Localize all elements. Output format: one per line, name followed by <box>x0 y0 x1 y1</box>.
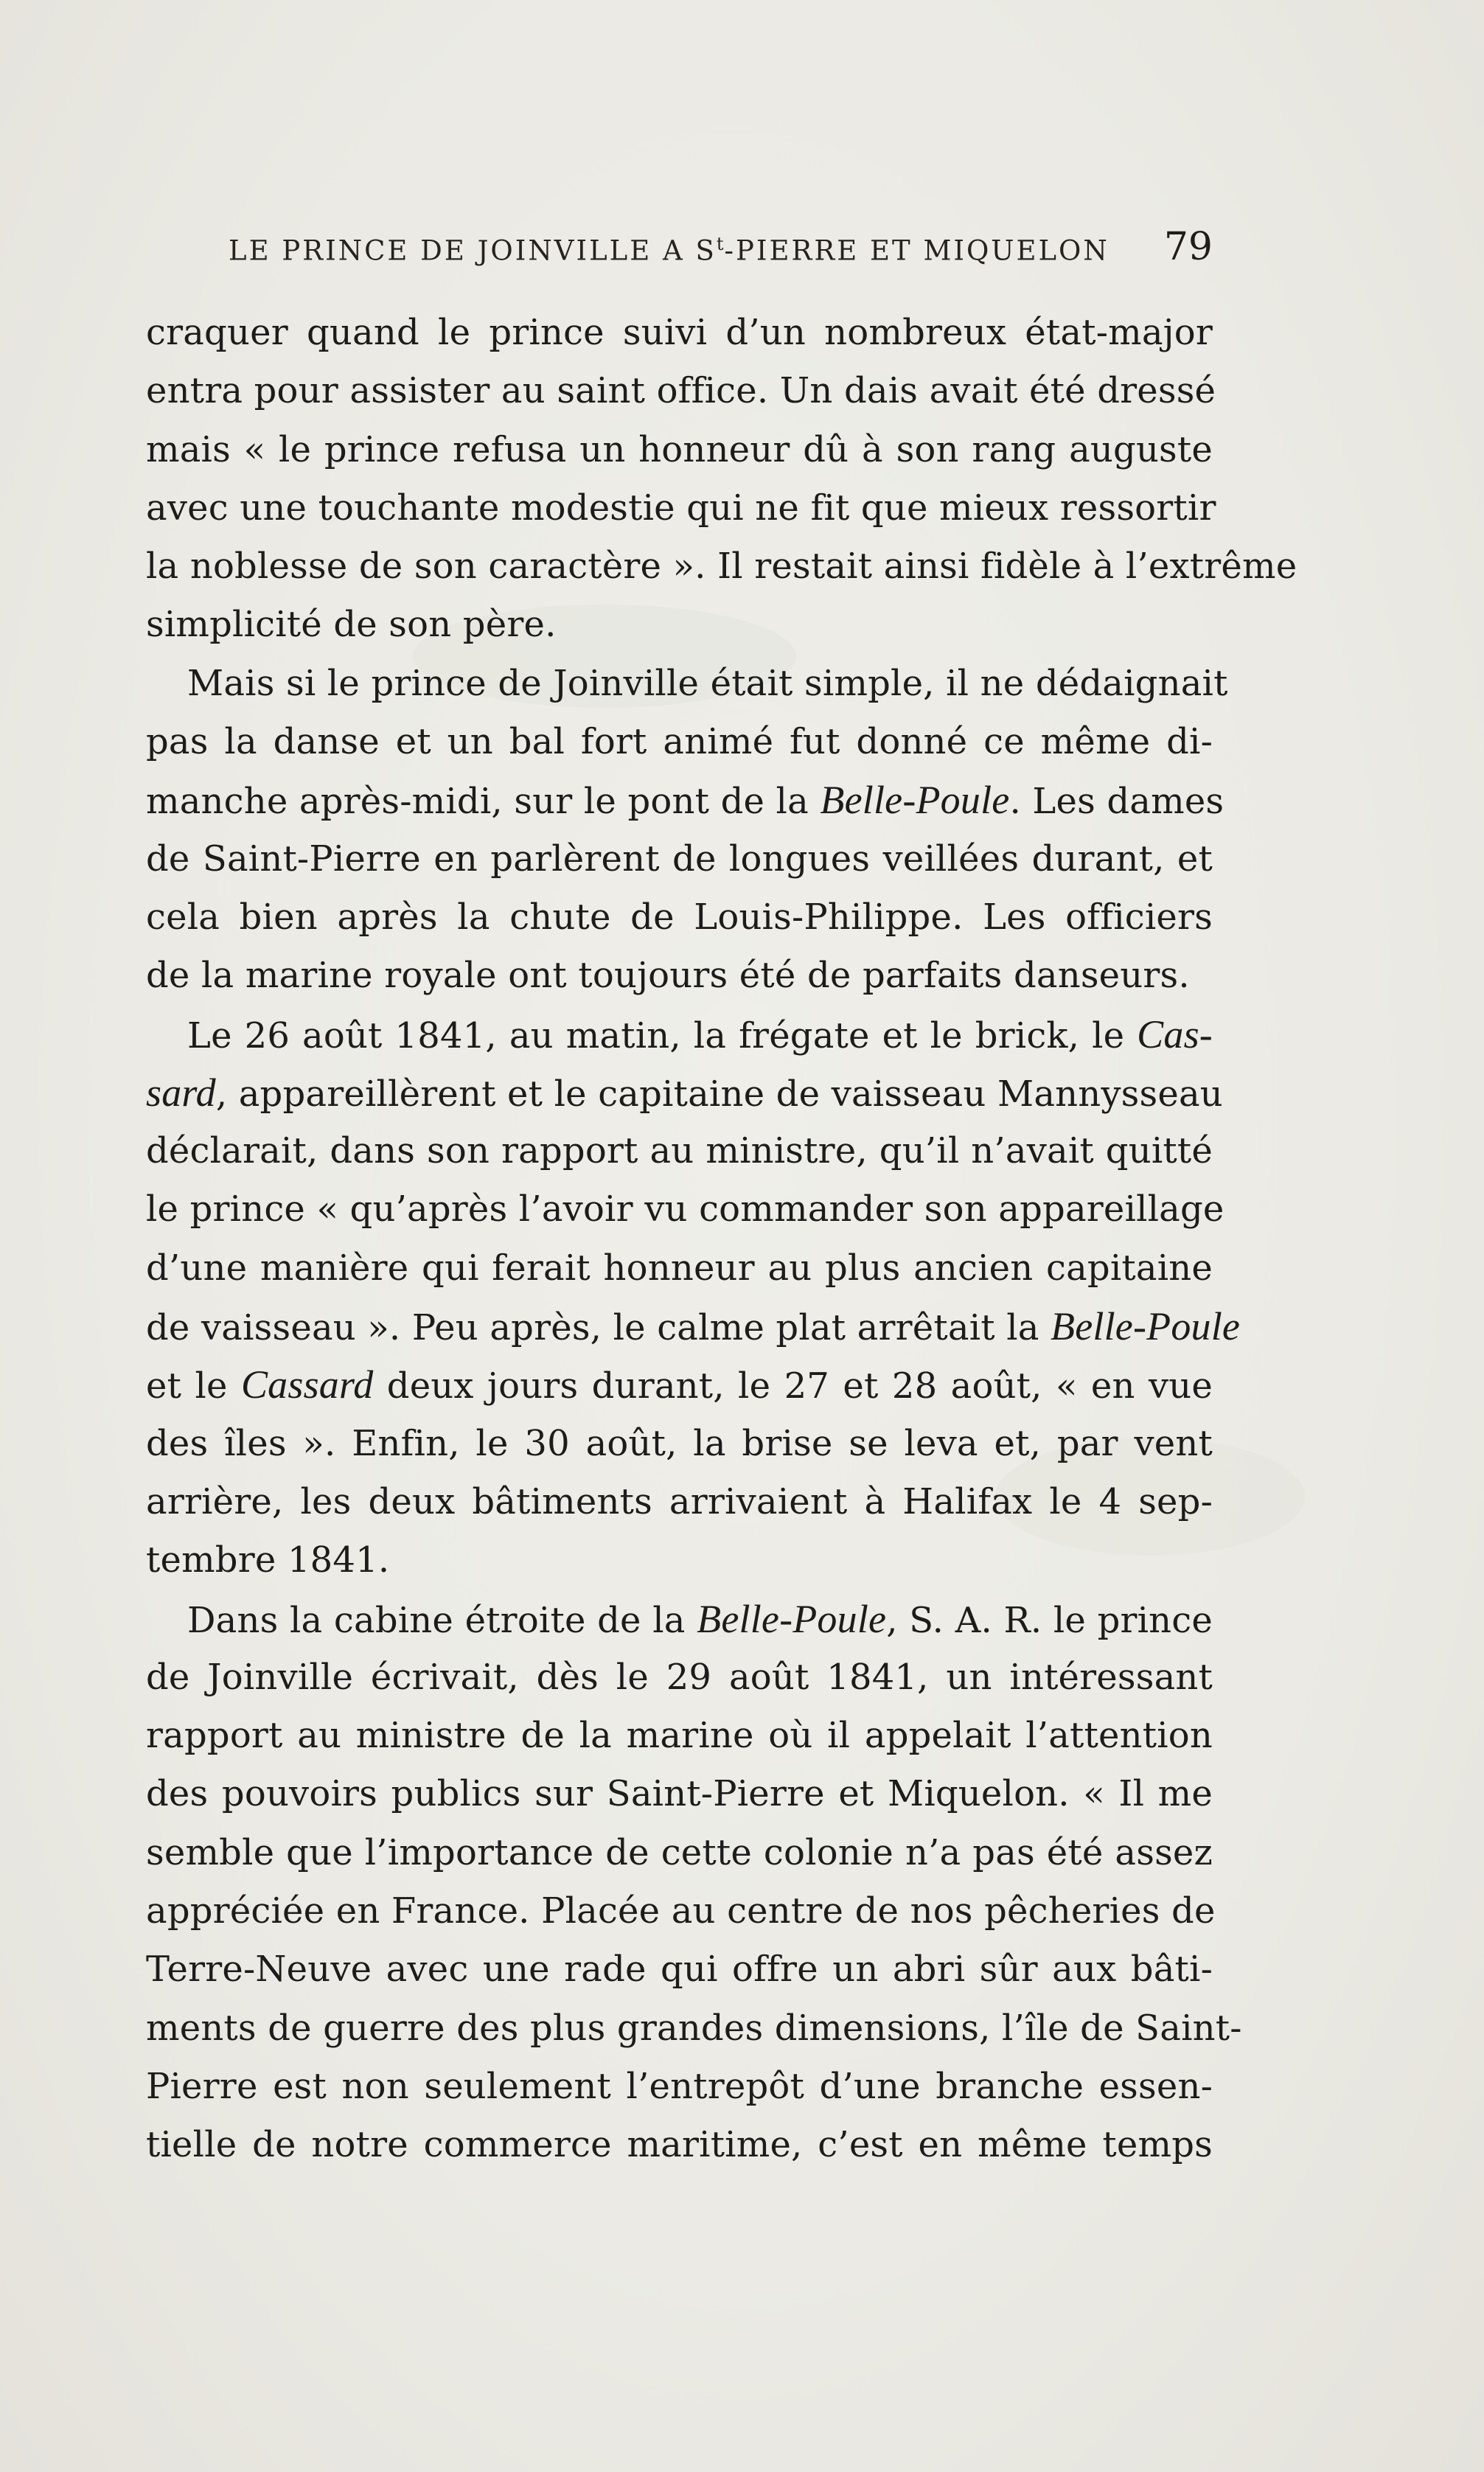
running-title-end: -PIERRE ET MIQUELON <box>724 234 1109 266</box>
text-line <box>146 362 1216 420</box>
text-line <box>146 1473 1213 1531</box>
line-text: . Les dames <box>1009 781 1225 823</box>
line-text: deux jours durant, le 27 et 28 août, « en vue <box>373 1365 1213 1407</box>
text-line <box>146 1180 1225 1239</box>
line-text: , appareillèrent et le capitaine de vaisseau Mannysseau <box>215 1073 1223 1115</box>
body-text <box>146 304 1297 2175</box>
line-text: et le <box>146 1365 241 1407</box>
line-text: mais « le prince refusa un honneur dû à son rang auguste <box>146 428 1213 470</box>
ship-name-italic: Cassard <box>240 1362 374 1407</box>
text-line <box>146 479 1216 537</box>
running-title-superscript: t <box>716 233 725 254</box>
text-line <box>146 888 1213 947</box>
line-text: de la marine royale ont toujours été de parfaits danseurs. <box>146 955 1190 997</box>
text-line <box>146 421 1213 479</box>
line-text: de vaisseau ». Peu après, le calme plat arrêtait la <box>146 1307 1051 1349</box>
line-text: Mais si le prince de Joinville était simple, il ne dédaignait <box>187 662 1228 704</box>
text-line <box>146 1824 1213 1882</box>
text-line <box>146 830 1213 888</box>
line-text: tielle de notre commerce maritime, c’est en même temps <box>146 2124 1213 2166</box>
line-text: cela bien après la chute de Louis-Philippe. Les officiers <box>146 896 1213 938</box>
text-line <box>146 1064 1223 1122</box>
line-text: entra pour assister au saint office. Un dais avait été dressé <box>146 370 1216 412</box>
text-line <box>146 537 1297 596</box>
line-text: de Saint-Pierre en parlèrent de longues veillées durant, et <box>146 838 1213 880</box>
line-text: manche après-midi, sur le pont de la <box>146 781 821 823</box>
line-text: , S. A. R. le prince <box>886 1599 1213 1641</box>
line-text: de Joinville écrivait, dès le 29 août 1841, un intéressant <box>146 1656 1213 1698</box>
line-text: pas la danse et un bal fort animé fut donné ce même di- <box>146 721 1213 763</box>
text-line <box>146 771 1225 829</box>
text-line <box>146 1239 1213 1298</box>
page-number: 79 <box>1163 225 1213 269</box>
text-line <box>146 655 1228 713</box>
ship-name-italic: Belle-Poule <box>820 778 1010 823</box>
line-text: arrière, les deux bâtiments arrivaient à Halifax le 4 sep- <box>146 1480 1213 1522</box>
running-header <box>229 225 1213 269</box>
line-text: semble que l’importance de cette colonie n’a pas été assez <box>146 1831 1213 1873</box>
line-text: rapport au ministre de la marine où il appelait l’attention <box>146 1715 1213 1757</box>
line-text: Terre-Neuve avec une rade qui offre un abri sûr aux bâti- <box>146 1949 1213 1991</box>
running-title <box>229 234 1109 266</box>
line-text: Pierre est non seulement l’entrepôt d’une branche essen- <box>146 2065 1213 2107</box>
text-line <box>146 1590 1213 1648</box>
line-text: avec une touchante modestie qui ne fit que mieux ressortir <box>146 487 1216 529</box>
ship-name-italic: Belle-Poule <box>697 1596 887 1641</box>
ship-name-italic: Belle-Poule <box>1051 1304 1241 1349</box>
text-line <box>146 1298 1241 1356</box>
line-text: des îles ». Enfin, le 30 août, la brise se leva et, par vent <box>146 1422 1213 1464</box>
running-title-start: LE PRINCE DE JOINVILLE A S <box>229 234 717 266</box>
text-line <box>146 2058 1213 2116</box>
text-line <box>146 596 1213 654</box>
line-text: appréciée en France. Placée au centre de nos pêcheries de <box>146 1890 1216 1932</box>
text-line <box>146 713 1213 771</box>
text-line <box>146 304 1213 362</box>
text-line <box>146 1707 1213 1765</box>
ship-name-italic: sard <box>146 1070 216 1115</box>
line-text: simplicité de son père. <box>146 604 557 646</box>
text-line <box>146 1122 1213 1180</box>
text-line <box>146 1999 1242 2058</box>
text-line <box>146 2116 1213 2174</box>
text-line <box>146 1356 1213 1414</box>
text-line <box>146 1415 1213 1473</box>
text-line <box>146 1006 1213 1064</box>
line-text: ments de guerre des plus grandes dimensions, l’île de Saint- <box>146 2007 1242 2049</box>
line-text: Le 26 août 1841, au matin, la frégate et le brick, le <box>187 1014 1138 1056</box>
line-text: d’une manière qui ferait honneur au plus ancien capitaine <box>146 1247 1213 1289</box>
text-line <box>146 1765 1213 1823</box>
line-text: Dans la cabine étroite de la <box>187 1599 697 1641</box>
line-text: le prince « qu’après l’avoir vu commander son appareillage <box>146 1188 1225 1230</box>
text-line <box>146 1882 1216 1940</box>
text-line <box>146 1940 1213 1999</box>
line-text: tembre 1841. <box>146 1539 390 1581</box>
text-line <box>146 947 1213 1005</box>
line-text: des pouvoirs publics sur Saint-Pierre et Miquelon. « Il me <box>146 1773 1213 1815</box>
line-text: la noblesse de son caractère ». Il restait ainsi fidèle à l’extrême <box>146 546 1297 588</box>
line-text: craquer quand le prince suivi d’un nombreux état-major <box>146 312 1213 353</box>
ship-name-italic: Cas- <box>1137 1012 1213 1056</box>
line-text: déclarait, dans son rapport au ministre, qu’il n’avait quitté <box>146 1130 1213 1172</box>
text-line <box>146 1648 1213 1707</box>
text-line <box>146 1531 1213 1590</box>
